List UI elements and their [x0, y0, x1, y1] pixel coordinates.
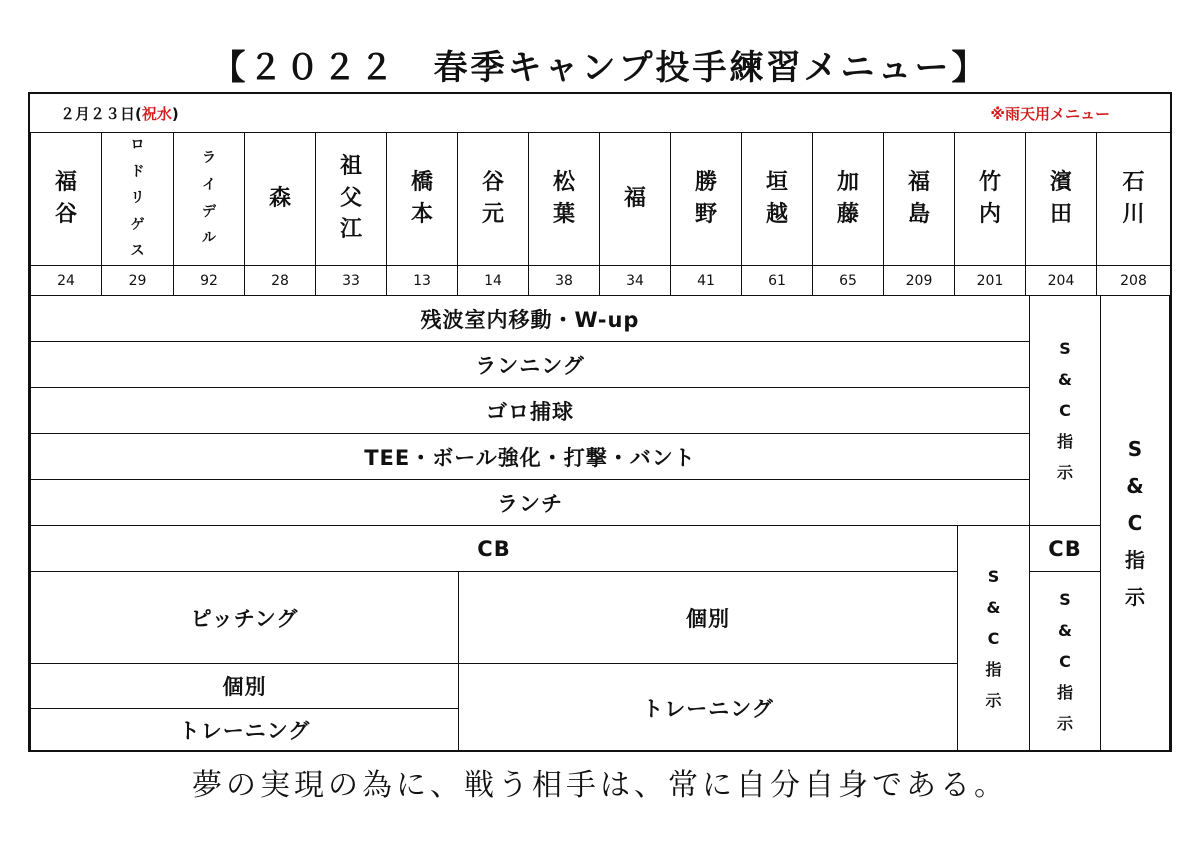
player-name: 濱 田 [1025, 132, 1097, 266]
activity-cb: CB [30, 525, 958, 572]
sc-instruction-2: S & C 指 示 [1100, 295, 1170, 752]
player-number: 13 [386, 265, 458, 296]
activity-lunch: ランチ [30, 479, 1030, 526]
player-number: 33 [315, 265, 387, 296]
player-name: ロ ド リ ゲ ス [101, 132, 174, 266]
player-name: 石 川 [1096, 132, 1171, 266]
page-title: 【２０２２ 春季キャンプ投手練習メニュー】 [211, 48, 989, 88]
player-number: 24 [30, 265, 102, 296]
sc-instruction-1: S & C 指 示 [1029, 295, 1101, 526]
activity-warmup: 残波室内移動・W-up [30, 295, 1030, 342]
activity-training-right: トレーニング [458, 663, 958, 752]
activity-running: ランニング [30, 341, 1030, 388]
rain-menu-note: ※雨天用メニュー [990, 105, 1110, 123]
player-number: 38 [528, 265, 600, 296]
date-row [30, 94, 1170, 133]
activity-batting: TEE・ボール強化・打撃・バント [30, 433, 1030, 480]
player-name: 橋 本 [386, 132, 458, 266]
practice-menu-table [28, 92, 1172, 752]
player-number: 14 [457, 265, 529, 296]
player-number: 41 [670, 265, 742, 296]
player-name: 加 藤 [812, 132, 884, 266]
sc-instruction-4: S & C 指 示 [1029, 571, 1101, 752]
player-number: 209 [883, 265, 955, 296]
player-name: 勝 野 [670, 132, 742, 266]
activity-individual-left: 個別 [30, 663, 459, 709]
player-number: 92 [173, 265, 245, 296]
player-number: 61 [741, 265, 813, 296]
player-name: 松 葉 [528, 132, 600, 266]
player-name: 福 谷 [30, 132, 102, 266]
activity-cb-small: CB [1029, 525, 1101, 572]
player-number: 34 [599, 265, 671, 296]
activity-training-left: トレーニング [30, 708, 459, 752]
player-name: ラ イ デ ル [173, 132, 245, 266]
player-number: 204 [1025, 265, 1097, 296]
sc-instruction-3: S & C 指 示 [957, 525, 1030, 752]
holiday-label: 祝水 [141, 105, 172, 123]
player-number: 65 [812, 265, 884, 296]
player-name: 祖 父 江 [315, 132, 387, 266]
player-name: 垣 越 [741, 132, 813, 266]
player-number: 29 [101, 265, 174, 296]
player-number: 201 [954, 265, 1026, 296]
activity-pitching: ピッチング [30, 571, 459, 664]
date-label: ２月２３日(祝水) [60, 105, 179, 123]
player-number: 28 [244, 265, 316, 296]
player-number: 208 [1096, 265, 1171, 296]
player-name: 谷 元 [457, 132, 529, 266]
activity-grounder: ゴロ捕球 [30, 387, 1030, 434]
motto: 夢の実現の為に、戦う相手は、常に自分自身である。 [192, 768, 1008, 803]
player-name: 福 島 [883, 132, 955, 266]
player-name: 森 [244, 132, 316, 266]
player-name: 福 [599, 132, 671, 266]
player-name: 竹 内 [954, 132, 1026, 266]
activity-individual-right: 個別 [458, 571, 958, 664]
